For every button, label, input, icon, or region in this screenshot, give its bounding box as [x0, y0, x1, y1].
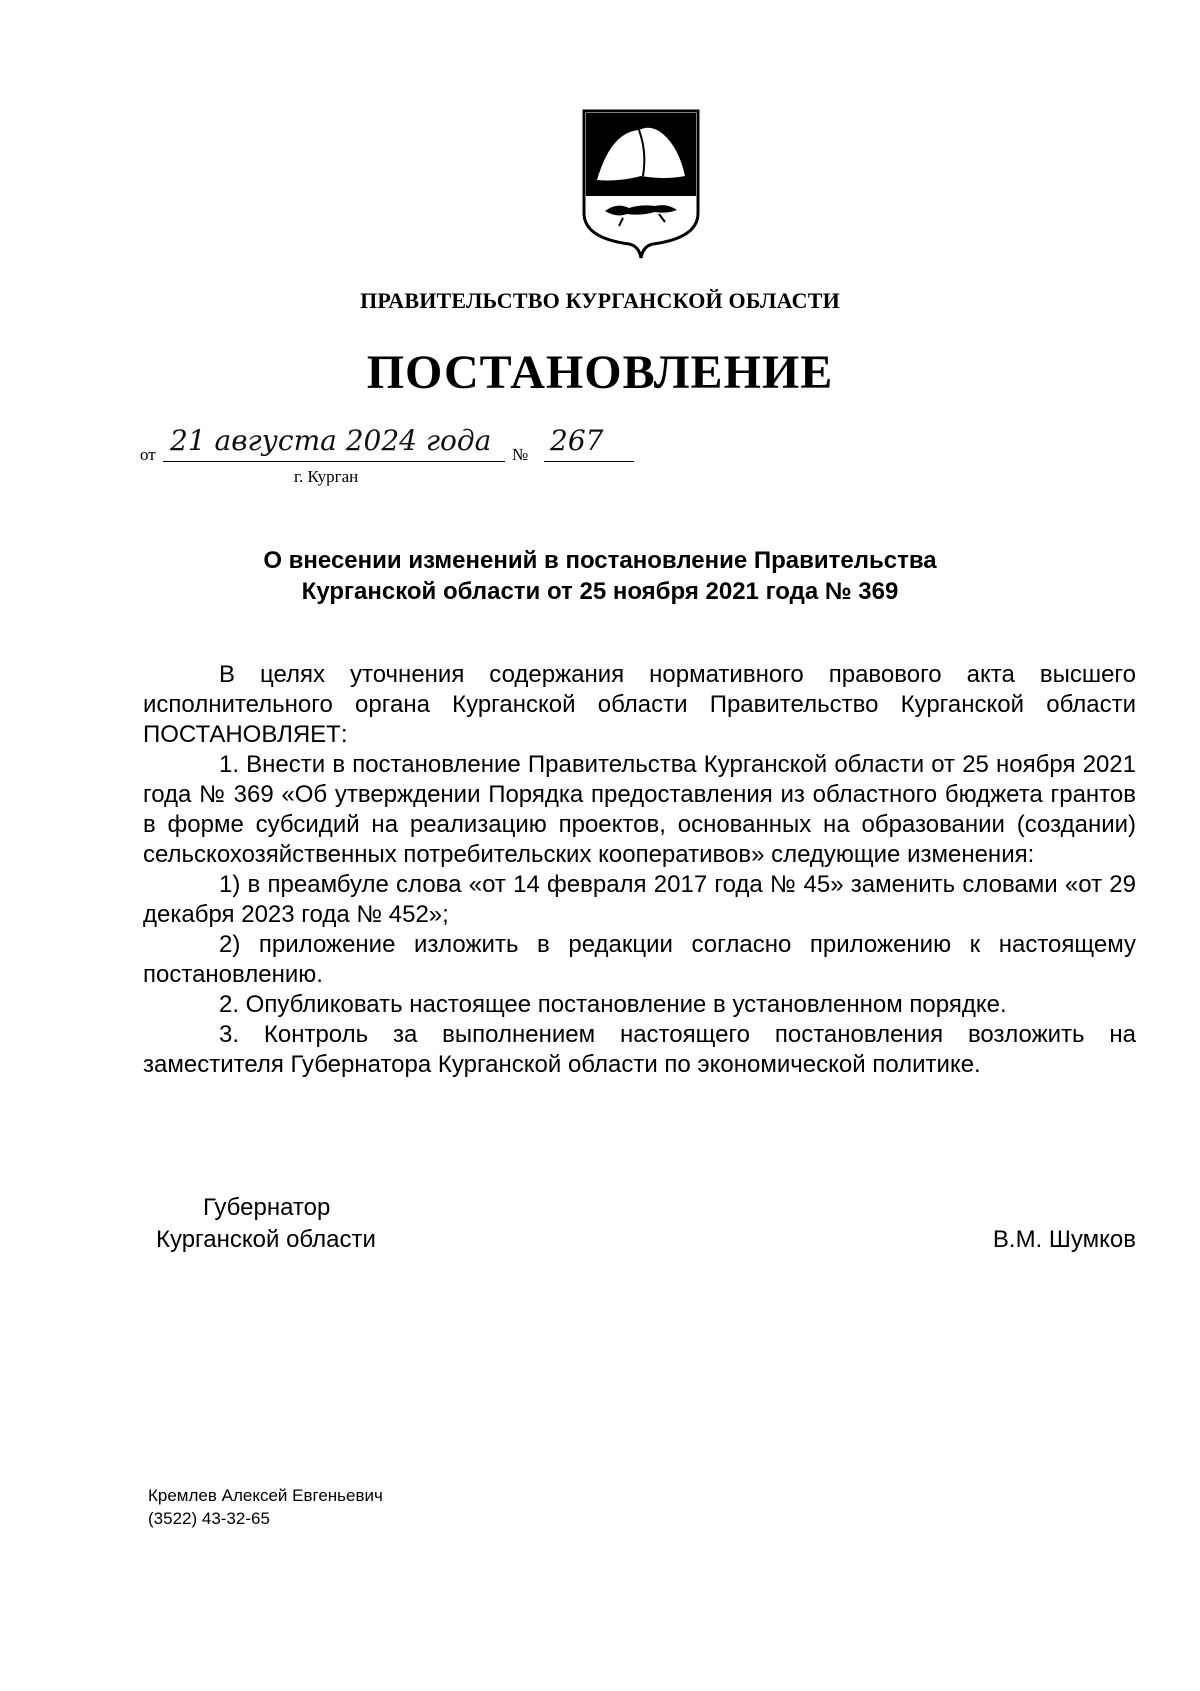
- date-from-label: от: [140, 445, 156, 464]
- signatory-position-line-2: Курганской области: [156, 1226, 376, 1253]
- item-3-paragraph: 3. Контроль за выполнением настоящего постановления возложить на заместителя Губернатора Курганской области по экономической политике.: [143, 1021, 1136, 1078]
- number-label: №: [512, 445, 529, 464]
- executor-phone: (3522) 43-32-65: [148, 1509, 270, 1528]
- city-label: г. Курган: [294, 467, 359, 486]
- subject-line-1: О внесении изменений в постановление Правительства: [263, 547, 937, 574]
- item-1-paragraph: 1. Внести в постановление Правительства Курганской области от 25 ноября 2021 года № 369 «Об утверждении Порядка предоставления из областного бюджета грантов в форме субсидий на реализацию проектов, основанных на образовании (создании) сельскохозяйственных потребительских кооперативов» следующие изменения:: [143, 751, 1136, 868]
- subitem-2-paragraph: 2) приложение изложить в редакции согласно приложению к настоящему постановлению.: [143, 931, 1136, 988]
- executor-name: Кремлев Алексей Евгеньевич: [148, 1486, 383, 1505]
- handwritten-number: 267: [550, 424, 604, 457]
- subitem-1-paragraph: 1) в преамбуле слова «от 14 февраля 2017 года № 45» заменить словами «от 29 декабря 2023 года № 452»;: [143, 871, 1136, 928]
- subject-line-2: Курганской области от 25 ноября 2021 года № 369: [301, 578, 899, 605]
- kurgan-oblast-coat-of-arms-icon: [581, 108, 701, 260]
- item-2-paragraph: 2. Опубликовать настоящее постановление в установленном порядке.: [219, 991, 1007, 1018]
- document-type-title: ПОСТАНОВЛЕНИЕ: [366, 346, 834, 399]
- issuing-authority: ПРАВИТЕЛЬСТВО КУРГАНСКОЙ ОБЛАСТИ: [360, 288, 840, 313]
- document-subject: [180, 545, 1020, 607]
- signatory-name: В.М. Шумков: [992, 1226, 1136, 1253]
- document-body: [143, 660, 1136, 1080]
- preamble-paragraph: В целях уточнения содержания нормативного правового акта высшего исполнительного органа Курганской области Правительство Курганской области ПОСТАНОВЛЯЕТ:: [143, 661, 1136, 748]
- handwritten-date: 21 августа 2024 года: [170, 424, 492, 457]
- signatory-position-line-1: Губернатор: [203, 1194, 331, 1221]
